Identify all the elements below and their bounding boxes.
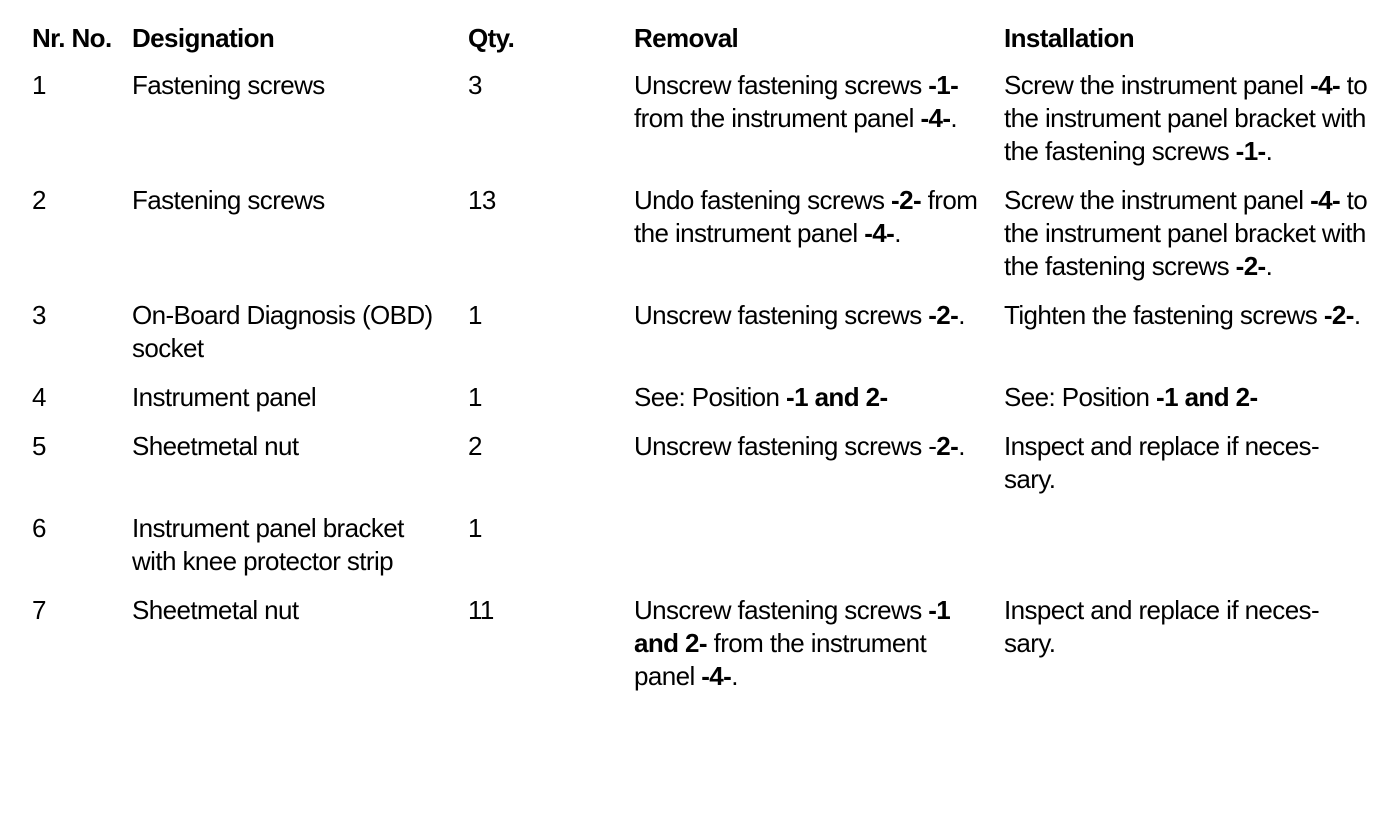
table-row: [24, 299, 1376, 381]
position-ref: 2-: [936, 431, 959, 461]
table-row: [24, 184, 1376, 299]
position-ref: -1 and 2-: [786, 382, 888, 412]
text-segment: to the instrument panel bracket with the fastening screws: [1004, 185, 1368, 281]
text-segment: Screw the instrument panel: [1004, 70, 1311, 100]
header-row: [24, 14, 1376, 69]
cell-qty: 3: [468, 70, 482, 100]
header-qty: Qty.: [468, 23, 515, 53]
cell-removal: [626, 512, 996, 594]
cell-removal: [626, 594, 996, 709]
position-ref: -2-: [1235, 251, 1266, 281]
text-segment: .: [1265, 251, 1273, 281]
cell-nr: 1: [32, 70, 46, 100]
parts-table: [24, 14, 1376, 709]
position-ref: -4-: [864, 218, 895, 248]
text-segment: Unscrew fastening screws -: [634, 431, 937, 461]
text-segment: Inspect and replace if neces- sary.: [1004, 431, 1320, 494]
cell-nr: 3: [32, 300, 46, 330]
cell-nr: 2: [32, 185, 46, 215]
header-nr: Nr. No.: [32, 23, 112, 53]
header-removal: Removal: [634, 23, 739, 53]
text-segment: See: Position: [634, 382, 787, 412]
position-ref: -4-: [1310, 185, 1341, 215]
text-segment: .: [958, 300, 965, 330]
cell-removal: [626, 184, 996, 299]
table-row: [24, 69, 1376, 184]
text-segment: Undo fastening screws: [634, 185, 892, 215]
position-ref: -1 and 2-: [1156, 382, 1258, 412]
text-segment: .: [1265, 136, 1273, 166]
position-ref: -2-: [1323, 300, 1354, 330]
table-row: [24, 594, 1376, 709]
cell-removal: [626, 381, 996, 430]
table-header: [24, 14, 1376, 69]
text-segment: See: Position: [1004, 382, 1157, 412]
position-ref: -1-: [1235, 136, 1266, 166]
text-segment: from the instrument panel: [634, 628, 927, 691]
text-segment: .: [731, 661, 738, 691]
cell-designation: Fastening screws: [132, 185, 325, 215]
position-ref: -4-: [701, 661, 732, 691]
cell-qty: 1: [468, 513, 482, 543]
cell-qty: 1: [468, 382, 482, 412]
text-segment: to the instrument panel bracket with the fastening screws: [1004, 70, 1368, 166]
cell-installation: [996, 512, 1376, 594]
cell-installation: [996, 381, 1376, 430]
cell-qty: 13: [468, 185, 496, 215]
cell-installation: [996, 184, 1376, 299]
cell-designation: Instrument panel: [132, 382, 317, 412]
table-row: [24, 430, 1376, 512]
position-ref: -1-: [928, 70, 959, 100]
text-segment: .: [1353, 300, 1361, 330]
text-segment: Unscrew fastening screws: [634, 300, 929, 330]
cell-removal: [626, 430, 996, 512]
cell-nr: 4: [32, 382, 46, 412]
cell-installation: [996, 299, 1376, 381]
text-segment: Screw the instrument panel: [1004, 185, 1311, 215]
text-segment: from the instrument panel: [634, 185, 978, 248]
text-segment: Unscrew fastening screws: [634, 595, 929, 625]
cell-qty: 11: [468, 595, 494, 625]
position-ref: -4-: [920, 103, 951, 133]
table-row: [24, 381, 1376, 430]
position-ref: -2-: [891, 185, 922, 215]
cell-installation: [996, 594, 1376, 709]
position-ref: -1 and 2-: [634, 595, 951, 658]
text-segment: .: [950, 103, 958, 133]
header-installation: Installation: [1004, 23, 1135, 53]
cell-designation: Fastening screws: [132, 70, 325, 100]
cell-designation: Sheetmetal nut: [132, 431, 299, 461]
text-segment: Inspect and replace if neces- sary.: [1004, 595, 1320, 658]
cell-installation: [996, 430, 1376, 512]
cell-nr: 7: [32, 595, 46, 625]
text-segment: Unscrew fastening screws: [634, 70, 929, 100]
cell-qty: 2: [468, 431, 482, 461]
header-designation: Designation: [132, 23, 275, 53]
cell-designation: Instrument panel bracket with knee protector strip: [132, 513, 404, 576]
cell-nr: 6: [32, 513, 46, 543]
text-segment: .: [894, 218, 901, 248]
cell-installation: [996, 69, 1376, 184]
cell-removal: [626, 299, 996, 381]
position-ref: -2-: [928, 300, 959, 330]
cell-nr: 5: [32, 431, 46, 461]
cell-qty: 1: [468, 300, 482, 330]
position-ref: -4-: [1310, 70, 1341, 100]
cell-removal: [626, 69, 996, 184]
text-segment: Tighten the fastening screws: [1004, 300, 1324, 330]
cell-designation: Sheetmetal nut: [132, 595, 299, 625]
text-segment: from the instrument panel: [634, 103, 921, 133]
cell-designation: On-Board Diagnosis (OBD) socket: [132, 300, 433, 363]
text-segment: .: [958, 431, 965, 461]
table-body: [24, 69, 1376, 709]
table-row: [24, 512, 1376, 594]
